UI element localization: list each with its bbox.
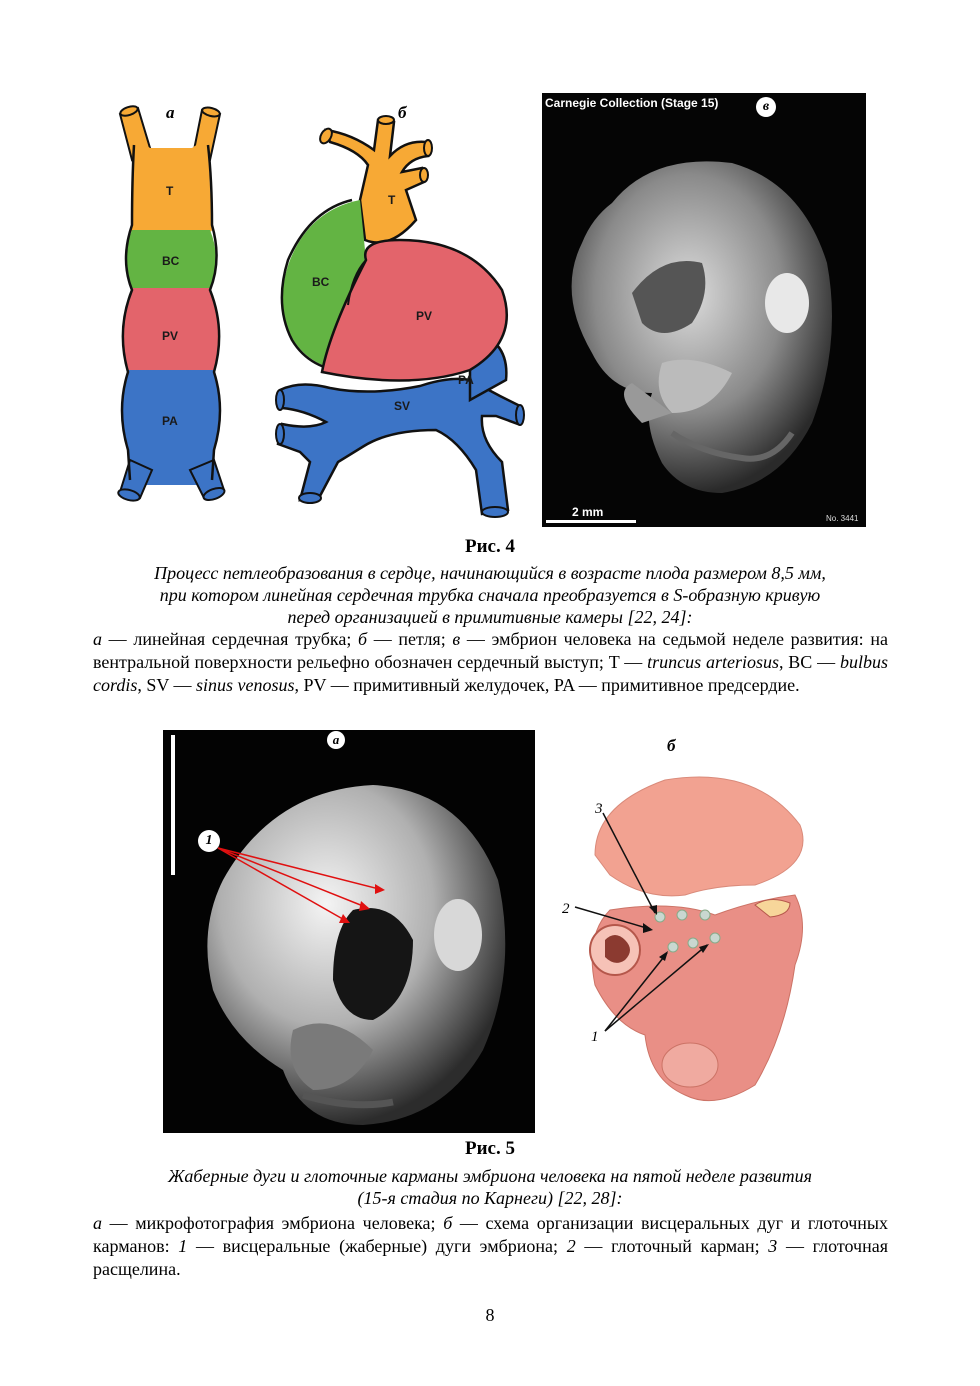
fig4-legend-text-a: — линейная сердечная трубка; (102, 629, 358, 649)
fig5-legend (93, 1212, 888, 1281)
fig5-panel-b-letter: б (667, 736, 676, 755)
fig4-legend-key-a: а (93, 629, 102, 649)
fig5-legend-text-b: — схема организации висцеральных дуг и глоточных карманов: (93, 1213, 889, 1256)
fig4-panel-c-letter: в (756, 97, 776, 117)
fig5-legend-text-2: — глоточный карман; (575, 1236, 769, 1256)
fig5-legend-key-a: а (93, 1213, 102, 1233)
scale-label: 2 mm (572, 505, 604, 519)
fig5-legend-key-b: б (443, 1213, 453, 1233)
fig4-embryo-photo (542, 93, 866, 527)
fig4a-label-PV: PV (162, 329, 179, 343)
fig4a-label-T: T (166, 184, 174, 198)
embryo-silhouette (542, 93, 866, 527)
fig4-legend-key-c: в (452, 629, 461, 649)
fig5-panel-b-diagram (555, 735, 815, 1115)
fig5-legend-text-a: — микрофотография эмбриона человека; (102, 1213, 444, 1233)
fig5-photo-arrows (163, 730, 535, 1133)
fig4-panel-a-diagram (110, 100, 250, 510)
fig4-legend-key-b: б (358, 629, 368, 649)
fig5-schema-marker-2: 2 (562, 901, 570, 917)
photo-number: No. 3441 (826, 514, 859, 523)
fig4b-label-T: T (388, 193, 396, 207)
fig5-legend-text-3: — глоточная расщелина. (93, 1236, 888, 1279)
fig4-subtitle-line1: Процесс петлеобразования в сердце, начинающийся в возрасте плода размером 8,5 мм, (154, 563, 826, 583)
scale-bar (546, 520, 636, 523)
fig5-photo-marker-1: 1 (198, 830, 220, 852)
fig4b-label-SV: SV (394, 399, 411, 413)
page-number: 8 (485, 1305, 495, 1325)
fig5-subtitle (100, 1165, 880, 1209)
fig4-legend-text-sv: , SV — (137, 675, 197, 695)
fig4-subtitle (100, 562, 880, 628)
fig4b-label-BC: BC (312, 275, 330, 289)
fig4-legend-text-bc: , BC — (778, 652, 840, 672)
fig5-legend-key-1: 1 (178, 1236, 188, 1256)
fig4-panel-a-letter: а (166, 103, 175, 122)
fig4-legend (93, 628, 888, 697)
fig5-panel-a-letter: а (327, 731, 345, 749)
fig4-legend-text-c: — эмбрион человека на седьмой неделе развития: на вентральной поверхности рельефно обозначен сердечный выступ; T — (93, 629, 888, 672)
fig4-legend-term-sinus: sinus venosus (196, 675, 295, 695)
fig5-schema-marker-3: 3 (595, 801, 603, 817)
fig4-legend-text-b: — петля; (367, 629, 453, 649)
fig5-embryo-photo (163, 730, 535, 1133)
fig4b-label-PV: PV (416, 309, 433, 323)
fig4a-label-BC: BC (162, 254, 180, 268)
fig5-subtitle-line1: Жаберные дуги и глоточные карманы эмбриона человека на пятой неделе развития (167, 1166, 813, 1186)
fig5-legend-key-3: 3 (768, 1236, 778, 1256)
fig5-legend-key-2: 2 (566, 1236, 576, 1256)
photo-caption: Carnegie Collection (Stage 15) (545, 96, 719, 110)
fig4-subtitle-line2: при котором линейная сердечная трубка сначала преобразуется в S-образную кривую (159, 585, 821, 605)
fig4-legend-term-bulbus: bulbus cordis (93, 652, 889, 695)
fig4-panel-b-diagram (270, 100, 535, 530)
fig4a-label-PA: PA (162, 414, 178, 428)
fig5-schema-marker-1: 1 (591, 1029, 599, 1045)
fig4-title: Рис. 4 (465, 536, 515, 557)
fig5-subtitle-line2: (15-я стадия по Карнеги) [22, 28]: (357, 1188, 623, 1208)
fig4-legend-text-rest: , PV — примитивный желудочек, PA — примитивное предсердие. (294, 675, 800, 695)
fig5-legend-text-1: — висцеральные (жаберные) дуги эмбриона; (187, 1236, 567, 1256)
fig4-legend-term-truncus: truncus arteriosus (647, 652, 779, 672)
fig4b-label-PA: PA (458, 373, 474, 387)
fig5-title: Рис. 5 (465, 1138, 515, 1159)
fig4-panel-b-letter: б (398, 103, 407, 122)
fig4-subtitle-line3: перед организацией в примитивные камеры [22, 24]: (287, 607, 693, 627)
